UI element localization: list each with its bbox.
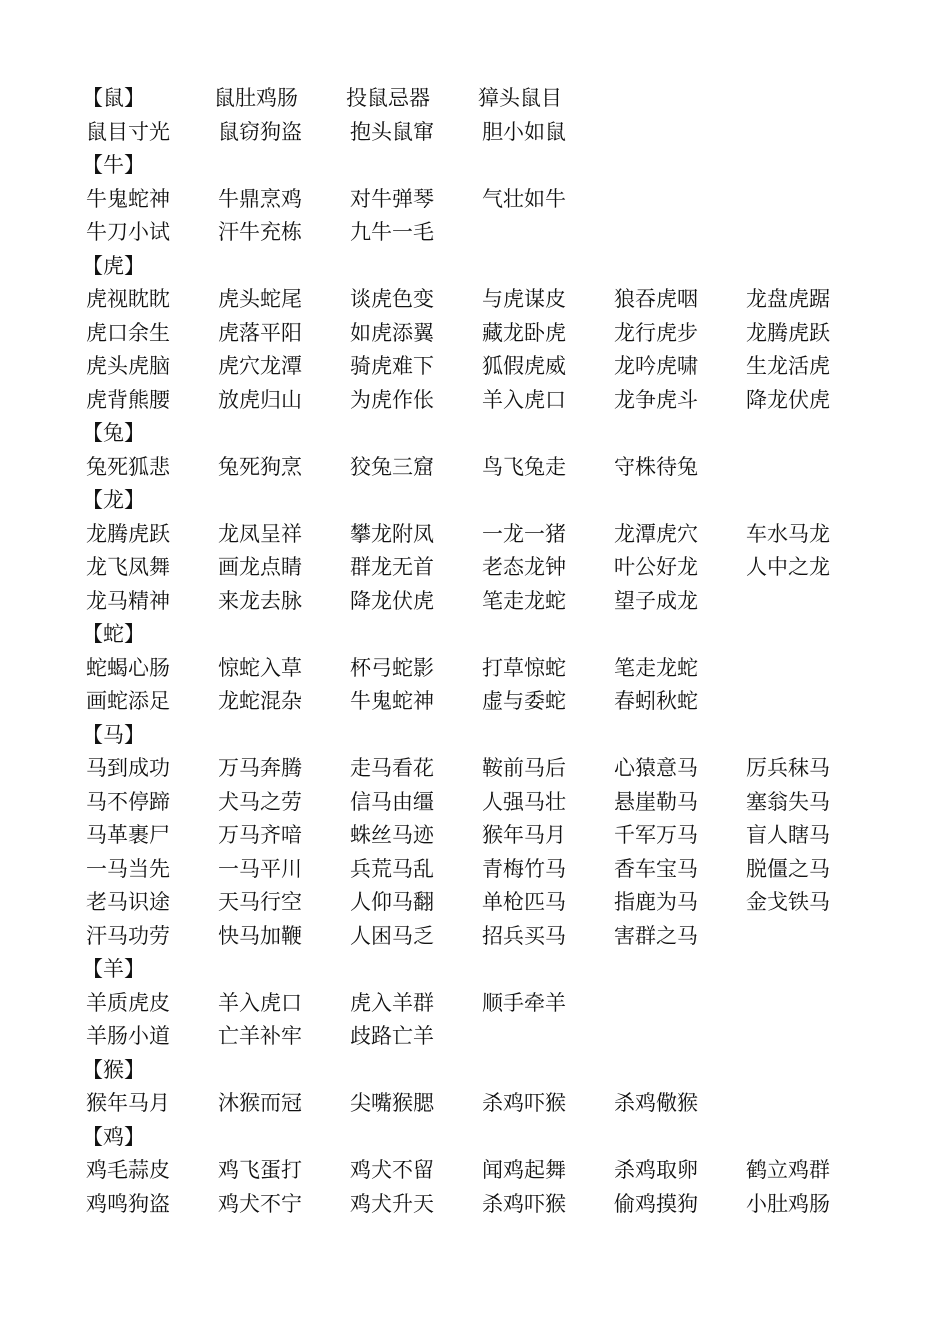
section-heading-row (82, 1054, 886, 1088)
idiom-row (86, 752, 886, 786)
idiom-cell: 盲人瞎马 (746, 823, 830, 847)
idiom-row (86, 518, 886, 552)
idiom-row (86, 350, 886, 384)
idiom-cell: 人仰马翻 (350, 890, 434, 914)
section-heading: 【鼠】 (82, 86, 145, 110)
idiom-row (86, 551, 886, 585)
idiom-cell: 汗马功劳 (86, 923, 170, 948)
idiom-cell: 兔死狐悲 (86, 454, 170, 479)
idiom-row (86, 685, 886, 719)
idiom-cell: 塞翁失马 (746, 789, 830, 814)
idiom-cell: 生龙活虎 (746, 354, 830, 378)
section-heading-row (82, 618, 886, 652)
idiom-cell: 笔走龙蛇 (482, 588, 566, 613)
idiom-cell: 亡羊补牢 (218, 1024, 302, 1048)
idiom-cell: 天马行空 (218, 890, 302, 914)
idiom-cell: 对牛弹琴 (350, 186, 434, 211)
section-heading-row (82, 250, 886, 284)
idiom-cell: 虚与委蛇 (482, 689, 566, 713)
idiom-cell: 快马加鞭 (218, 923, 302, 948)
idiom-cell: 画蛇添足 (86, 689, 170, 713)
idiom-row (86, 853, 886, 887)
idiom-cell: 为虎作伥 (350, 387, 434, 412)
idiom-cell: 鸡鸣狗盗 (86, 1191, 170, 1216)
idiom-cell: 龙飞凤舞 (86, 555, 170, 579)
idiom-cell: 虎口余生 (86, 320, 170, 345)
idiom-cell: 虎头蛇尾 (218, 287, 302, 311)
idiom-cell: 猴年马月 (86, 1091, 170, 1115)
idiom-row (86, 1020, 886, 1054)
idiom-cell: 与虎谋皮 (482, 287, 566, 311)
idiom-cell: 鸡飞蛋打 (218, 1158, 302, 1182)
section-heading-row (82, 719, 886, 753)
idiom-cell: 指鹿为马 (614, 890, 698, 914)
idiom-cell: 群龙无首 (350, 555, 434, 579)
idiom-cell: 尖嘴猴腮 (350, 1091, 434, 1115)
idiom-cell: 叶公好龙 (614, 555, 698, 579)
idiom-cell: 万马奔腾 (218, 756, 302, 780)
idiom-cell: 万马齐喑 (218, 823, 302, 847)
idiom-row (86, 216, 886, 250)
idiom-cell: 羊入虎口 (218, 990, 302, 1015)
idiom-cell: 来龙去脉 (218, 588, 302, 613)
idiom-row (82, 82, 886, 116)
idiom-cell: 虎落平阳 (218, 320, 302, 345)
idiom-cell: 脱僵之马 (746, 856, 830, 881)
idiom-cell: 鼠窃狗盗 (218, 119, 302, 144)
idiom-cell: 犬马之劳 (218, 789, 302, 814)
idiom-cell: 闻鸡起舞 (482, 1158, 566, 1182)
section-heading: 【龙】 (82, 488, 145, 512)
section-heading: 【鸡】 (82, 1124, 145, 1149)
idiom-cell: 沐猴而冠 (218, 1091, 302, 1115)
idiom-cell: 鸡犬升天 (350, 1191, 434, 1216)
idiom-cell: 一龙一猪 (482, 521, 566, 546)
idiom-cell: 狼吞虎咽 (614, 287, 698, 311)
idiom-cell: 害群之马 (614, 923, 698, 948)
idiom-cell: 牛刀小试 (86, 220, 170, 244)
idiom-cell: 鸡毛蒜皮 (86, 1158, 170, 1182)
idiom-cell: 打草惊蛇 (482, 655, 566, 680)
idiom-cell: 气壮如牛 (482, 186, 566, 211)
idiom-cell: 抱头鼠窜 (350, 119, 434, 144)
idiom-cell: 人困马乏 (350, 923, 434, 948)
idiom-cell: 守株待兔 (614, 454, 698, 479)
idiom-row (86, 585, 886, 619)
idiom-cell: 龙马精神 (86, 588, 170, 613)
idiom-cell: 虎入羊群 (350, 990, 434, 1015)
idiom-row (86, 1154, 886, 1188)
section-heading: 【虎】 (82, 253, 145, 278)
idiom-cell: 牛鬼蛇神 (350, 689, 434, 713)
idiom-cell: 投鼠忌器 (346, 86, 430, 110)
idiom-cell: 降龙伏虎 (746, 387, 830, 412)
idiom-cell: 香车宝马 (614, 856, 698, 881)
idiom-row (86, 920, 886, 954)
idiom-cell: 虎视眈眈 (86, 287, 170, 311)
idiom-cell: 老马识途 (86, 890, 170, 914)
idiom-cell: 信马由缰 (350, 789, 434, 814)
section-heading: 【马】 (82, 722, 145, 747)
section-heading-row (82, 149, 886, 183)
idiom-cell: 偷鸡摸狗 (614, 1191, 698, 1216)
section-heading: 【兔】 (82, 421, 145, 445)
idiom-row (86, 317, 886, 351)
idiom-cell: 春蚓秋蛇 (614, 689, 698, 713)
idiom-cell: 顺手牵羊 (482, 990, 566, 1015)
idiom-cell: 龙争虎斗 (614, 387, 698, 412)
idiom-cell: 惊蛇入草 (218, 655, 302, 680)
idiom-cell: 羊肠小道 (86, 1024, 170, 1048)
idiom-cell: 汗牛充栋 (218, 220, 302, 244)
idiom-cell: 招兵买马 (482, 923, 566, 948)
idiom-cell: 虎背熊腰 (86, 387, 170, 412)
idiom-row (86, 652, 886, 686)
section-heading: 【羊】 (82, 957, 145, 981)
section-heading: 【猴】 (82, 1057, 145, 1082)
idiom-cell: 牛鼎烹鸡 (218, 186, 302, 211)
idiom-row (86, 451, 886, 485)
idiom-cell: 心猿意马 (614, 756, 698, 780)
idiom-cell: 蛇蝎心肠 (86, 655, 170, 680)
idiom-cell: 猴年马月 (482, 823, 566, 847)
idiom-cell: 羊入虎口 (482, 387, 566, 412)
idiom-cell: 笔走龙蛇 (614, 655, 698, 680)
idiom-cell: 走马看花 (350, 756, 434, 780)
section-heading: 【牛】 (82, 153, 145, 177)
idiom-cell: 悬崖勒马 (614, 789, 698, 814)
idiom-cell: 龙行虎步 (614, 320, 698, 345)
section-heading: 【蛇】 (82, 622, 145, 646)
idiom-cell: 龙潭虎穴 (614, 521, 698, 546)
idiom-cell: 放虎归山 (218, 387, 302, 412)
idiom-row (86, 183, 886, 217)
idiom-cell: 龙腾虎跃 (86, 521, 170, 546)
idiom-row (86, 1087, 886, 1121)
idiom-cell: 兵荒马乱 (350, 856, 434, 881)
idiom-cell: 龙凤呈祥 (218, 521, 302, 546)
idiom-cell: 虎穴龙潭 (218, 354, 302, 378)
idiom-cell: 九牛一毛 (350, 220, 434, 244)
idiom-cell: 金戈铁马 (746, 890, 830, 914)
idiom-cell: 骑虎难下 (350, 354, 434, 378)
idiom-row (86, 786, 886, 820)
idiom-cell: 一马当先 (86, 856, 170, 881)
idiom-cell: 胆小如鼠 (482, 119, 566, 144)
idiom-cell: 龙吟虎啸 (614, 354, 698, 378)
idiom-cell: 鹤立鸡群 (746, 1158, 830, 1182)
idiom-cell: 狐假虎威 (482, 354, 566, 378)
idiom-cell: 獐头鼠目 (478, 86, 562, 110)
idiom-cell: 鼠目寸光 (86, 119, 170, 144)
idiom-cell: 鞍前马后 (482, 756, 566, 780)
idiom-cell: 藏龙卧虎 (482, 320, 566, 345)
idiom-cell: 歧路亡羊 (350, 1024, 434, 1048)
idiom-cell: 小肚鸡肠 (746, 1191, 830, 1216)
idiom-cell: 厉兵秣马 (746, 756, 830, 780)
idiom-row (86, 384, 886, 418)
idiom-cell: 车水马龙 (746, 521, 830, 546)
idiom-cell: 一马平川 (218, 856, 302, 881)
section-heading-row (82, 953, 886, 987)
idiom-cell: 杀鸡取卵 (614, 1158, 698, 1182)
idiom-cell: 兔死狗烹 (218, 454, 302, 479)
idiom-cell: 龙蛇混杂 (218, 689, 302, 713)
idiom-cell: 杀鸡儆猴 (614, 1091, 698, 1115)
idiom-cell: 羊质虎皮 (86, 990, 170, 1015)
idiom-cell: 牛鬼蛇神 (86, 186, 170, 211)
idiom-cell: 攀龙附凤 (350, 521, 434, 546)
idiom-cell: 人中之龙 (746, 555, 830, 579)
idiom-cell: 杀鸡吓猴 (482, 1191, 566, 1216)
idiom-cell: 蛛丝马迹 (350, 823, 434, 847)
idiom-cell: 鸡犬不宁 (218, 1191, 302, 1216)
idiom-cell: 谈虎色变 (350, 287, 434, 311)
idiom-row (86, 283, 886, 317)
idiom-cell: 单枪匹马 (482, 890, 566, 914)
idiom-cell: 千军万马 (614, 823, 698, 847)
idiom-cell: 虎头虎脑 (86, 354, 170, 378)
idiom-cell: 杀鸡吓猴 (482, 1091, 566, 1115)
idiom-cell: 狡兔三窟 (350, 454, 434, 479)
idiom-cell: 鼠肚鸡肠 (214, 86, 298, 110)
idiom-list (82, 82, 886, 1221)
idiom-cell: 鸡犬不留 (350, 1158, 434, 1182)
idiom-cell: 马革裹尸 (86, 823, 170, 847)
idiom-cell: 如虎添翼 (350, 320, 434, 345)
section-heading-row (82, 484, 886, 518)
idiom-cell: 龙盘虎踞 (746, 287, 830, 311)
idiom-cell: 马到成功 (86, 756, 170, 780)
idiom-row (86, 1188, 886, 1222)
idiom-cell: 杯弓蛇影 (350, 655, 434, 680)
idiom-cell: 青梅竹马 (482, 856, 566, 881)
idiom-cell: 画龙点睛 (218, 555, 302, 579)
idiom-cell: 龙腾虎跃 (746, 320, 830, 345)
idiom-cell: 望子成龙 (614, 588, 698, 613)
idiom-cell: 降龙伏虎 (350, 588, 434, 613)
idiom-cell: 老态龙钟 (482, 555, 566, 579)
idiom-cell: 马不停蹄 (86, 789, 170, 814)
idiom-cell: 人强马壮 (482, 789, 566, 814)
idiom-row (86, 116, 886, 150)
idiom-cell: 鸟飞兔走 (482, 454, 566, 479)
section-heading-row (82, 417, 886, 451)
idiom-row (86, 886, 886, 920)
idiom-row (86, 819, 886, 853)
idiom-row (86, 987, 886, 1021)
section-heading-row (82, 1121, 886, 1155)
